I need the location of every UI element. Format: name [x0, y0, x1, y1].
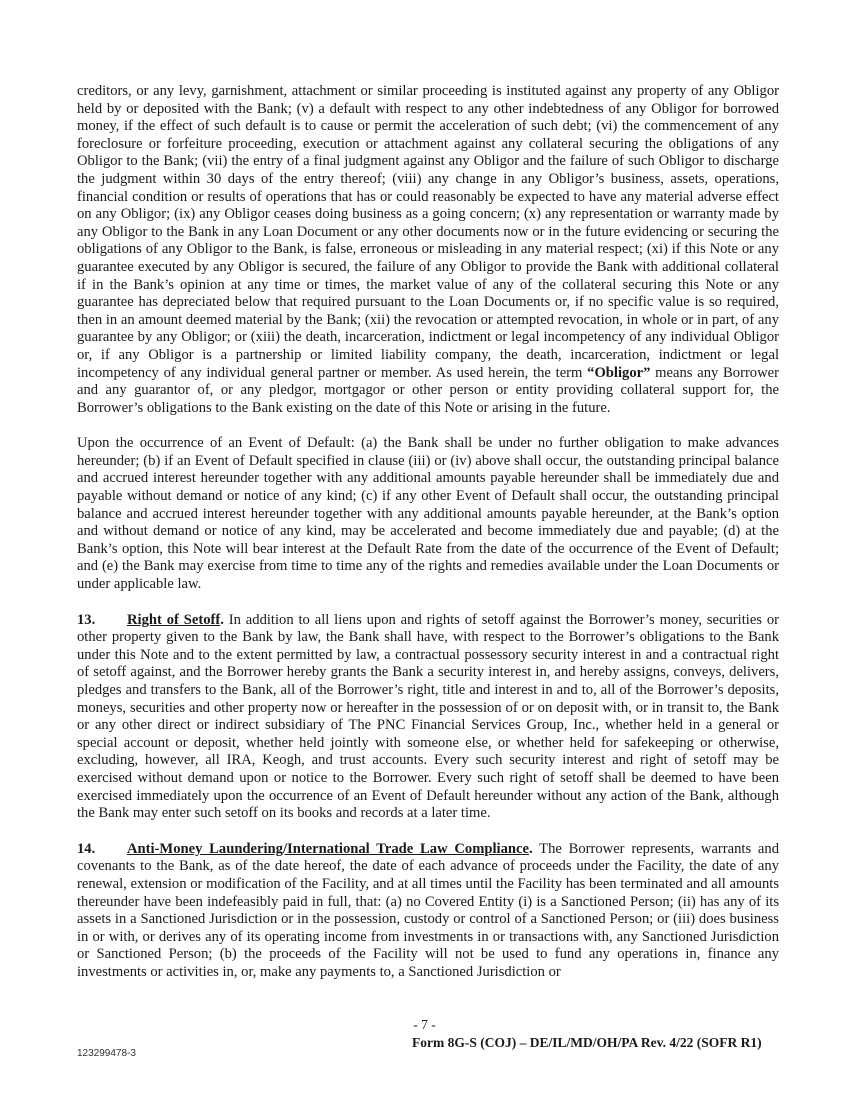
default-remedies-paragraph: Upon the occurrence of an Event of Default: (a) the Bank shall be under no further obligation to make advances hereunder; (b) if an Event of Default specified in clause (iii) or (iv) above shall occur, the outstanding principal balance and accrued interest hereunder together with any additional amounts payable hereunder shall be immediately due and payable without demand or notice of any kind; (c) if any other Event of Default shall occur, the outstanding principal balance and accrued interest hereunder together with any additional amounts payable hereunder, at the Bank’s option and without demand or notice of any kind, may be accelerated and become immediately due and payable; (d) at the Bank’s option, this Note will bear interest at the Default Rate from the date of the occurrence of the Event of Default; and (e) the Bank may exercise from time to time any of the rights and remedies available under the Loan Documents or under applicable law.	[77, 435, 779, 593]
section-14	[77, 841, 779, 982]
section-14-title-period: .	[528, 840, 533, 857]
section-13-title-period: .	[220, 611, 224, 628]
section-14-title: Anti-Money Laundering/International Trade Law Compliance	[127, 840, 529, 857]
section-14-text: The Borrower represents, warrants and covenants to the Bank, as of the date hereof, the date of each advance of proceeds under the Facility, the date of any renewal, extension or modification of the Facility, and at all times until the Facility has been terminated and all amounts thereunder have been indefeasibly paid in full, that: (a) no Covered Entity (i) is a Sanctioned Person; (ii) has any of its assets in a Sanctioned Jurisdiction or in the possession, custody or control of a Sanctioned Person; or (iii) does business in or with, or derives any of its operating income from investments in or transactions with, any Sanctioned Jurisdiction or Sanctioned Person; (b) the proceeds of the Facility will not be used to fund any operations in, finance any investments or activities in, or, make any payments to, a Sanctioned Jurisdiction or	[77, 840, 779, 980]
form-identifier: Form 8G-S (COJ) – DE/IL/MD/OH/PA Rev. 4/22 (SOFR R1)	[412, 1035, 762, 1050]
section-13-title: Right of Setoff	[127, 611, 221, 628]
page-body	[77, 83, 779, 1000]
section-14-number: 14.	[77, 840, 96, 857]
obligor-defined-term: “Obligor”	[587, 364, 651, 381]
events-of-default-continuation	[77, 83, 779, 417]
section-13-text: In addition to all liens upon and rights of setoff against the Borrower’s money, securities or other property given to the Bank by law, the Bank shall have, with respect to the Borrower’s obligations to the Bank under this Note and to the extent permitted by law, a contractual possessory security interest in and a contractual right of setoff against, and the Borrower hereby grants the Bank a security interest in, and hereby assigns, conveys, delivers, pledges and transfers to the Bank, all of the Borrower’s right, title and interest in and to, all of the Borrower’s deposits, moneys, securities and other property now or hereafter in the possession of or on deposit with, or in transit to, the Bank or any other direct or indirect subsidiary of The PNC Financial Services Group, Inc., whether held in a general or special account or deposit, whether held jointly with someone else, or whether held for safekeeping or otherwise, excluding, however, all IRA, Keogh, and trust accounts. Every such security interest and right of setoff may be exercised without demand upon or notice to the Borrower. Every such right of setoff shall be deemed to have been exercised immediately upon the occurrence of an Event of Default hereunder without any action of the Bank, although the Bank may enter such setoff on its books and records at a later time.	[77, 611, 779, 822]
continuation-text: creditors, or any levy, garnishment, attachment or similar proceeding is instituted against any property of any Obligor held by or deposited with the Bank; (v) a default with respect to any other indebtedness of any Obligor for borrowed money, if the effect of such default is to cause or permit the acceleration of such debt; (vi) the commencement of any foreclosure or forfeiture proceeding, execution or attachment against any collateral securing the obligations of any Obligor to the Bank; (vii) the entry of a final judgment against any Obligor and the failure of such Obligor to discharge the judgment within 30 days of the entry thereof; (viii) any change in any Obligor’s business, assets, operations, financial condition or results of operations that has or could reasonably be expected to have any material adverse effect on any Obligor; (ix) any Obligor ceases doing business as a going concern; (x) any representation or warranty made by any Obligor to the Bank in any Loan Document or any other documents now or in the future evidencing or securing the obligations of any Obligor to the Bank, is false, erroneous or misleading in any material respect; (xi) if this Note or any guarantee executed by any Obligor is secured, the failure of any Obligor to provide the Bank with additional collateral if in the Bank’s opinion at any time or times, the market value of any of the collateral securing this Note or any guarantee has depreciated below that required pursuant to the Loan Documents or, if no specific value is so required, then in an amount deemed material by the Bank; (xii) the revocation or attempted revocation, in whole or in part, of any guarantee by any Obligor; or (xiii) the death, incarceration, indictment or legal incompetency of any individual Obligor or, if any Obligor is a partnership or limited liability company, the death, incarceration, indictment or legal incompetency of any individual general partner or member. As used herein, the term	[77, 83, 779, 381]
section-13	[77, 612, 779, 823]
document-id: 123299478-3	[77, 1048, 136, 1059]
section-13-number: 13.	[77, 611, 96, 628]
continuation-text-end: means any Borrower and any guarantor of, or any pledgor, mortgagor or other person or entity providing collateral support for, the Borrower’s obligations to the Bank existing on the date of this Note or arising in the future.	[77, 364, 779, 416]
page-number: - 7 -	[413, 1017, 436, 1032]
